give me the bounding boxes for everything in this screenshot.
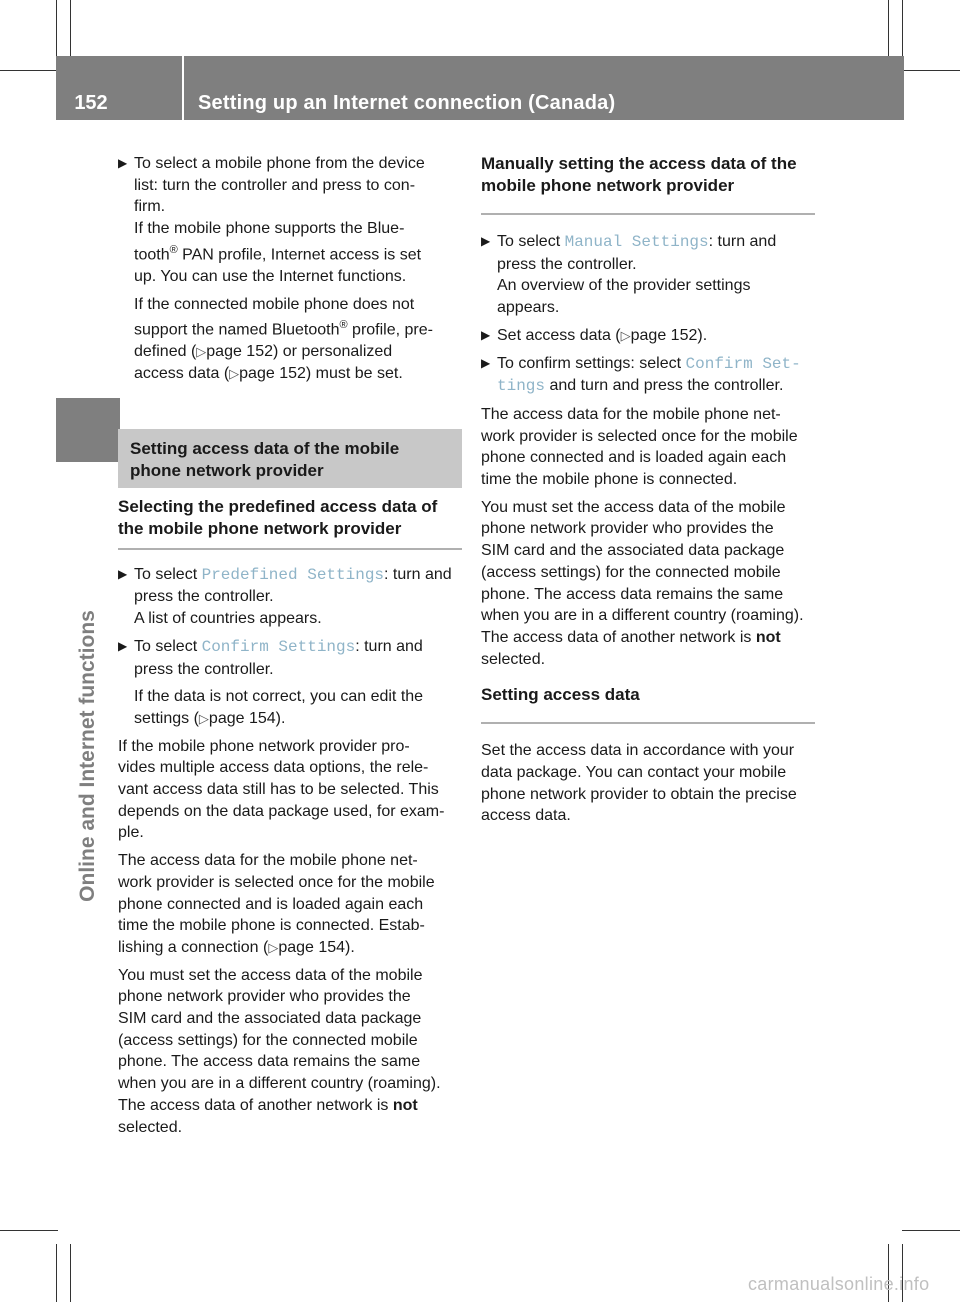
page-ref-icon: ▷ [620,327,631,343]
menu-item-confirm-settings: Confirm Settings [201,637,356,656]
instruction-step: ▶ To select Predefined Settings: turn and press the controller. A list of countries appears. [118,565,452,628]
bullet-arrow-icon: ▶ [118,566,128,581]
header-divider [182,56,184,120]
page-ref-icon: ▷ [268,939,279,955]
registered-mark: ® [169,243,178,256]
page-reference[interactable]: page 152) must be set. [239,364,403,382]
crop-mark [0,1230,58,1231]
crop-mark [56,0,57,58]
right-column [481,153,815,833]
section-tab [56,398,120,462]
subsection-heading: Setting access data [481,684,815,724]
page-number: 152 [74,92,108,114]
instruction-step: ▶ To select Confirm Settings: turn and press the controller. If the data is not correct, you can edit the settings (▷page 154). [118,636,462,730]
page-header [56,56,904,120]
bullet-arrow-icon: ▶ [118,638,128,653]
paragraph: The access data for the mobile phone net- work provider is selected once for the mobile phone connected and is loaded again each time the mobile phone is connected. [481,405,798,489]
menu-item-manual-settings: Manual Settings [564,233,709,251]
crop-mark [902,1230,960,1231]
crop-mark [70,1244,71,1302]
subsection-heading: Selecting the predefined access data of the mobile phone network provider [118,496,462,550]
paragraph: If the mobile phone network provider pro- vides multiple access data options, the rele- vant access data still has to be selected. This depends on the data package used, for exam- ple. [118,737,445,842]
crop-mark [0,70,58,71]
result-text: If the data is not correct, you can edit the settings (▷page 154). [134,688,424,727]
page-ref-icon: ▷ [196,344,207,360]
crop-mark [70,0,71,58]
page-ref-icon: ▷ [229,365,240,381]
page-title: Setting up an Internet connection (Canada) [198,92,616,114]
watermark: carmanualsonline.info [748,1274,930,1294]
instruction-step: ▶ To select Manual Settings: turn and press the controller. An overview of the provider settings appears. [481,233,777,317]
page-reference[interactable]: page 152). [630,326,708,344]
bullet-arrow-icon: ▶ [118,156,128,170]
crop-mark [56,1244,57,1302]
registered-mark: ® [339,319,348,332]
paragraph: The access data for the mobile phone net- work provider is selected once for the mobile phone connected and is loaded again each time the mobile phone is connected. Estab- lishing a connection (▷page 154). [118,852,435,956]
bullet-arrow-icon: ▶ [481,327,491,342]
instruction-step: ▶ Set access data (▷page 152). [481,325,815,347]
section-label: Online and Internet functions [76,610,99,902]
page-reference[interactable]: page 154). [208,709,286,727]
result-text: If the connected mobile phone does not support the named Bluetooth® profile, pre- defined (▷page 152) or personalized access data (▷page 152) must be set. [134,295,433,382]
bullet-arrow-icon: ▶ [481,355,491,370]
instruction-step: ▶ To select a mobile phone from the device list: turn the controller and press to con- firm. If the mobile phone supports the Blue- tooth® PAN profile, Internet access is set up. You can use the Internet functions. If the connected mobile phone does not support the named Bluetooth® profile, pre- defined (▷page 152) or personalized access data (▷page 152) must be set. [118,153,462,385]
page-ref-icon: ▷ [198,710,209,726]
paragraph: Set the access data in accordance with your data package. You can contact your mobile phone network provider to obtain the precise access data. [481,742,797,825]
page-reference[interactable]: page 154). [278,938,355,956]
instruction-step: ▶ To confirm settings: select Confirm Set‐ tings and turn and press the controller. [481,354,801,396]
left-column [118,153,462,1144]
crop-mark [902,0,903,58]
subsection-heading: Manually setting the access data of the mobile phone network provider [481,153,815,215]
crop-mark [902,70,960,71]
menu-item-confirm-settings: tings [497,377,546,396]
crop-mark [888,0,889,58]
menu-item-predefined-settings: Predefined Settings [201,565,385,584]
menu-item-confirm-settings: Confirm Set‐ [685,354,801,373]
paragraph: You must set the access data of the mobile phone network provider who provides the SIM card and the associated data package (access settings) for the connected mobile phone. The access data remains the same when you are in a different country (roaming). The access data of another network is not selected. [481,498,804,668]
section-heading-box: Setting access data of the mobile phone network provider [118,429,462,488]
bullet-arrow-icon: ▶ [481,234,491,248]
paragraph: You must set the access data of the mobile phone network provider who provides the SIM card and the associated data package (access settings) for the connected mobile phone. The access data remains the same when you are in a different country (roaming). The access data of another network is not selected. [118,966,441,1136]
page-reference[interactable]: page 152) or personalized [206,343,393,361]
